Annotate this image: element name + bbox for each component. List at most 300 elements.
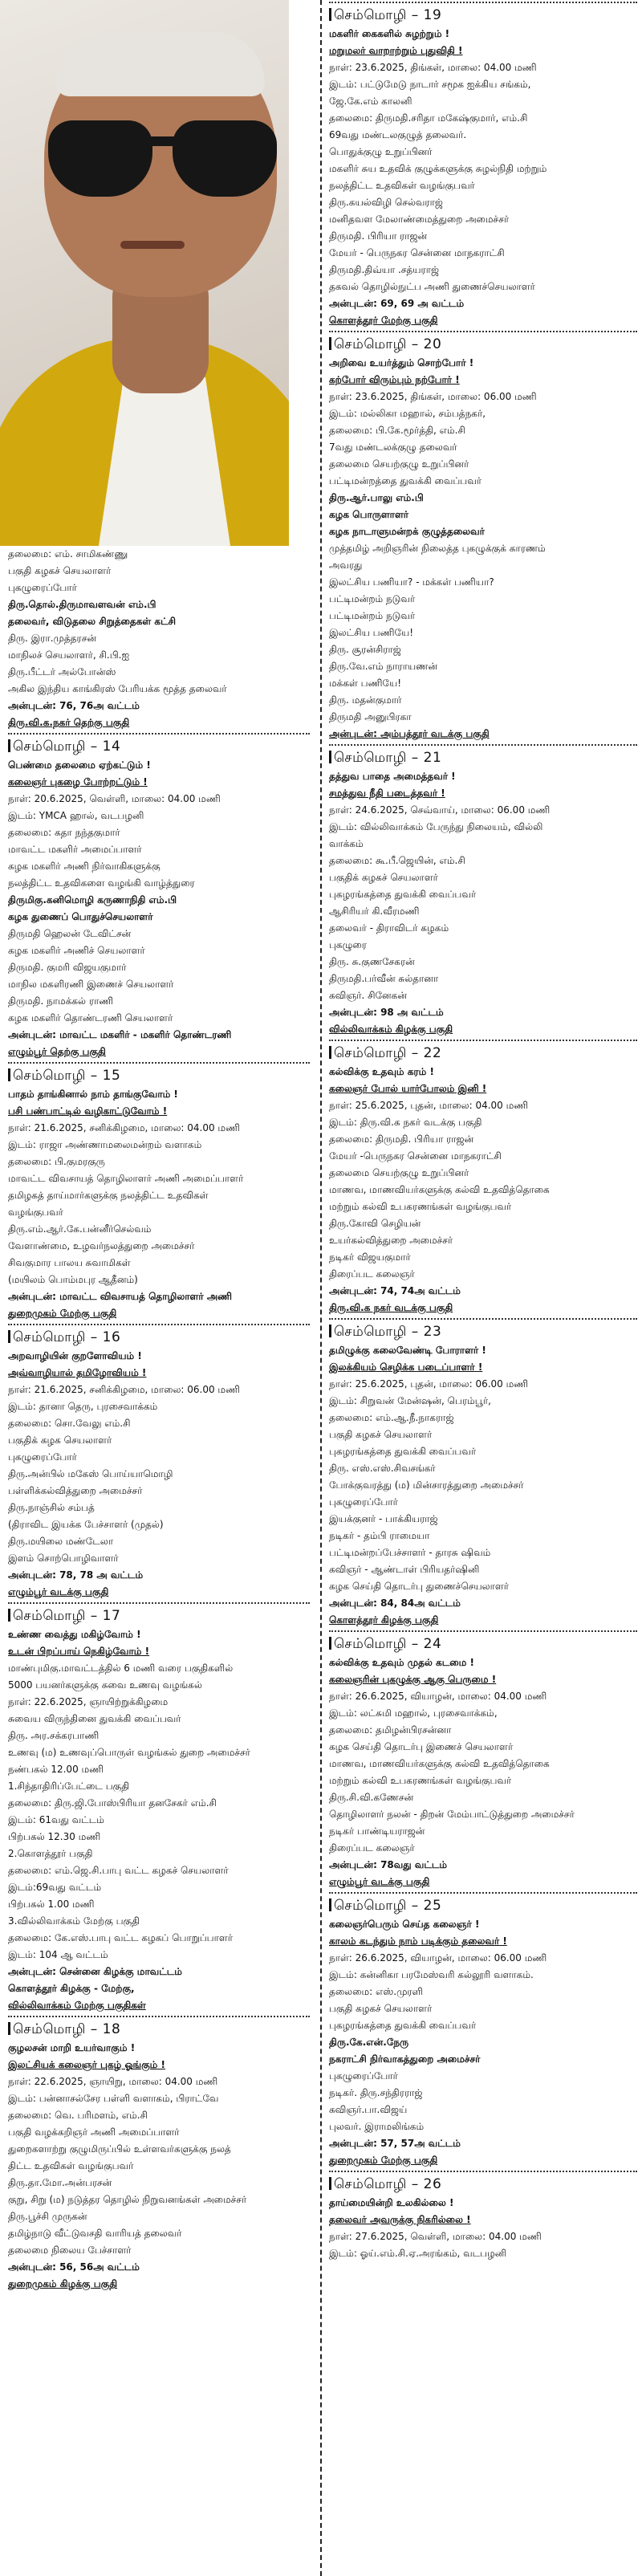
event-highlight: அன்புடன்: 69, 69 அ வட்டம் bbox=[329, 298, 465, 309]
event-detail: இடம்: YMCA ஹால், வடபழனி bbox=[8, 810, 144, 821]
event-detail: ஜே.கே.எம் காலனி bbox=[329, 96, 412, 107]
heading-bar-icon bbox=[8, 1609, 10, 1622]
event-detail: தலைமை: தமிழன்பிரசன்னா bbox=[329, 1724, 452, 1736]
event-section bbox=[329, 2171, 637, 2262]
section-number: 21 bbox=[423, 750, 442, 766]
section-prefix: செம்மொழி bbox=[334, 1324, 407, 1340]
section-number: 17 bbox=[102, 1608, 121, 1624]
event-highlight: எழும்பூர் தெற்கு பகுதி bbox=[8, 1046, 106, 1057]
section-number: 25 bbox=[423, 1898, 442, 1914]
event-highlight: கல்விக்கு உதவும் கரம் ! bbox=[329, 1066, 434, 1077]
event-detail: நாள்: 27.6.2025, வெள்ளி, மாலை: 04.00 மணி bbox=[329, 2231, 542, 2242]
event-detail: இடம்: லட்சுமி மஹால், புரசைவாக்கம், bbox=[329, 1707, 498, 1719]
event-detail: இளம் சொற்பொழிவாளர் bbox=[8, 1553, 119, 1564]
section-separator bbox=[8, 1324, 310, 1325]
event-highlight: கற்போர் விரும்பும் நற்போர் ! bbox=[329, 374, 460, 385]
section-prefix: செம்மொழி bbox=[334, 1636, 407, 1652]
event-detail: கழக மகளிர் அணிச் செயலாளர் bbox=[8, 945, 145, 956]
event-detail: இயக்குனர் - பாக்கியராஜ் bbox=[329, 1513, 438, 1524]
event-highlight: குழலசன் மாறி உயர்வாகும் ! bbox=[8, 2042, 136, 2053]
event-detail: இடம்: ஓய்.எம்.சி.ஏ.அரங்கம், வடபழனி bbox=[329, 2248, 507, 2259]
event-highlight: கலைஞர் போல் யார்போலம் இனி ! bbox=[329, 1083, 487, 1094]
event-detail: வேளாண்மை, உழவர்நலத்துறை அமைச்சர் bbox=[8, 1240, 195, 1251]
leader-portrait bbox=[0, 0, 289, 546]
heading-bar-icon bbox=[329, 337, 331, 350]
event-highlight: அறவாழியின் குறளோவியம் ! bbox=[8, 1350, 142, 1361]
event-detail: தலைமை: எம்.ஆ.நீ.நாகராஜ் bbox=[329, 1412, 454, 1423]
event-detail: புகழரங்கத்தை துவக்கி வைப்பவர் bbox=[329, 889, 477, 900]
event-detail: மாநில மகளிரணி இணைச் செயலாளர் bbox=[8, 979, 174, 990]
event-detail: புகழரங்கத்தை துவக்கி வைப்பவர் bbox=[329, 2020, 477, 2031]
section-prefix: செம்மொழி bbox=[334, 2176, 407, 2192]
event-highlight: கழக பொருளாளர் bbox=[329, 509, 409, 520]
event-detail: திரு.சி.வி.கணேசன் bbox=[329, 1792, 414, 1803]
event-detail: கவிஞர். சினேகன் bbox=[329, 990, 407, 1001]
event-detail: ஆசிரியர் கி.வீரமணி bbox=[329, 905, 420, 917]
event-detail: தொழிலாளர் நலன் - திறன் மேம்பாட்டுத்துறை அமைச்சர் bbox=[329, 1809, 575, 1820]
section-prefix: செம்மொழி bbox=[13, 1068, 86, 1084]
section-prefix: செம்மொழி bbox=[334, 336, 407, 352]
event-detail: நாள்: 21.6.2025, சனிக்கிழமை, மாலை: 04.00 மணி bbox=[8, 1122, 240, 1133]
event-detail: மாநிலச் செயலாளர், சி.பி.ஐ bbox=[8, 649, 130, 661]
event-detail: திரு.நாஞ்சில் சம்பத் bbox=[8, 1502, 95, 1513]
event-detail: இடம்: பன்னாசல்சேர பள்ளி வளாகம், பிராட்வே bbox=[8, 2093, 219, 2104]
event-detail: மக்கள் பணியே! bbox=[329, 678, 402, 689]
event-detail: இடம்: மல்லிகா மஹால், சம்பத்நகர், bbox=[329, 408, 486, 419]
event-section bbox=[8, 2016, 310, 2293]
event-highlight: வில்லிவாக்கம் மேற்கு பகுதிகள் bbox=[8, 2000, 146, 2011]
section-separator bbox=[8, 1062, 310, 1064]
heading-bar-icon bbox=[329, 1898, 331, 1911]
section-heading: செம்மொழி – 22 bbox=[329, 1043, 637, 1064]
heading-bar-icon bbox=[329, 751, 331, 763]
right-events bbox=[329, 2, 637, 2262]
section-prefix: செம்மொழி bbox=[13, 2021, 86, 2037]
section-separator bbox=[329, 2171, 637, 2172]
event-detail: மாணவ, மாணவியர்களுக்கு கல்வி உதவித்தொகை bbox=[329, 1758, 550, 1769]
event-detail: மனிதவள மேலாண்மைத்துறை அமைச்சர் bbox=[329, 214, 510, 225]
event-detail: இடம்: தானா தெரு, புரசைவாக்கம் bbox=[8, 1401, 158, 1412]
event-detail: மாணவ, மாணவியர்களுக்கு கல்வி உதவித்தொகை bbox=[329, 1184, 550, 1195]
section-prefix: செம்மொழி bbox=[13, 1329, 86, 1345]
event-detail: பகுதிக் கழக செயலாளர் bbox=[8, 1435, 112, 1446]
event-detail: புகழுரை bbox=[329, 939, 367, 950]
section-heading: செம்மொழி – 24 bbox=[329, 1634, 637, 1654]
section-separator bbox=[329, 744, 637, 746]
section-heading: செம்மொழி – 23 bbox=[329, 1321, 637, 1342]
heading-bar-icon bbox=[329, 1637, 331, 1650]
event-detail: மாவட்ட விவசாயத் தொழிலாளர் அணி அமைப்பாளர் bbox=[8, 1173, 244, 1184]
event-detail: இடம்: 61வது வட்டம் bbox=[8, 1814, 104, 1825]
event-detail: நாள்: 23.6.2025, திங்கள், மாலை: 06.00 மணி bbox=[329, 391, 537, 402]
event-detail: திருமதி அனுபிரகா bbox=[329, 711, 412, 722]
event-highlight: அன்புடன்: 98 அ வட்டம் bbox=[329, 1007, 444, 1018]
section-separator bbox=[8, 733, 310, 735]
left-column bbox=[0, 0, 316, 2576]
event-detail: நலத்திட்ட உதவிகளை வழங்கி வாழ்த்துரை bbox=[8, 877, 195, 889]
event-detail: துறைகளாற்று குழுமிருப்பில் உள்ளவர்களுக்கு நலத் bbox=[8, 2143, 231, 2155]
event-detail: திரு.மயிலை மண்டேலா bbox=[8, 1536, 114, 1547]
event-detail: பட்டிமன்றப்பேச்சாளர் - தாரசு ஷிவம் bbox=[329, 1547, 491, 1558]
event-highlight: எழும்பூர் வடக்கு பகுதி bbox=[329, 1876, 430, 1887]
event-section bbox=[8, 1324, 310, 1601]
event-detail: திரு.கோவி செழியன் bbox=[329, 1218, 421, 1229]
event-detail: இலட்சிய பணியே! bbox=[329, 627, 414, 638]
heading-bar-icon bbox=[329, 1325, 331, 1337]
event-detail: தலைமை செயற்குழு உறுப்பினர் bbox=[329, 1167, 469, 1178]
event-highlight: துறைமுகம் கிழக்கு பகுதி bbox=[8, 2278, 118, 2289]
event-detail: தலைமை: சொ.வேலு எம்.சி bbox=[8, 1418, 131, 1429]
section-heading: செம்மொழி – 14 bbox=[8, 736, 310, 757]
event-highlight: எழும்பூர் வடக்கு பகுதி bbox=[8, 1586, 109, 1597]
event-detail: இடம்: திரு.வி.க நகர் வடக்கு பகுதி bbox=[329, 1117, 482, 1128]
event-detail: கவிஞர் - ஆண்டாள் பிரியதர்ஷினி bbox=[329, 1564, 480, 1575]
event-highlight: பசி பண்பாட்டில் வழிகாட்டுவோம் ! bbox=[8, 1105, 168, 1117]
event-detail: மற்றும் கல்வி உபகரணங்கள் வழங்குபவர் bbox=[329, 1775, 512, 1786]
event-detail: மாண்புமிகு.மாவட்டத்தில் 6 மணி வரை பகுதிகளில் bbox=[8, 1662, 234, 1674]
section-number: 18 bbox=[102, 2021, 121, 2037]
event-detail: தலைமை: எம்.ஜெ.சி.பாபு வட்ட கழகச் செயலாளர் bbox=[8, 1865, 229, 1876]
event-highlight: கொளத்தூர் கிழக்கு - மேற்கு, bbox=[8, 1983, 135, 1994]
section-separator bbox=[329, 2, 637, 3]
event-highlight: கழக துணைப் பொதுச்செயலாளர் bbox=[8, 911, 153, 922]
event-section bbox=[329, 1318, 637, 1629]
event-detail: தலைமை: கதா நந்தகுமார் bbox=[8, 827, 120, 838]
section-heading: செம்மொழி – 18 bbox=[8, 2019, 310, 2040]
event-detail: திருமதி.பர்வீன் சுல்தானா bbox=[329, 973, 439, 984]
event-detail: பகுதிக் கழகச் செயலாளர் bbox=[329, 872, 438, 883]
event-detail: இடம்: வில்லிவாக்கம் பேருந்து நிலையம், வில்லி bbox=[329, 821, 543, 832]
event-detail: திரு.பீட்டர் அல்போன்ஸ் bbox=[8, 666, 116, 678]
event-highlight: உடன் பிறப்பாய் நெகிழ்வோம் ! bbox=[8, 1646, 150, 1657]
event-detail: பட்டிமன்றம் நடுவர் bbox=[329, 593, 416, 604]
event-highlight: துறைமுகம் மேற்கு பகுதி bbox=[329, 2155, 438, 2166]
event-highlight: தலைவர் அவருக்கு நிகரில்லை ! bbox=[329, 2214, 471, 2225]
event-detail: புகழரங்கத்தை துவக்கி வைப்பவர் bbox=[329, 1446, 477, 1457]
section-separator bbox=[329, 1892, 637, 1894]
event-detail: புகழுரைப்போர் bbox=[8, 1451, 77, 1463]
event-highlight: தத்துவ பாதை அமைத்தவர் ! bbox=[329, 771, 456, 782]
event-detail: திரைப்பட கலைஞர் bbox=[329, 1842, 415, 1854]
event-detail: மேயர் - பெருநகர சென்னை மாநகராட்சி bbox=[329, 247, 505, 258]
event-detail: தமிழகத் தாய்மார்களுக்கு நலத்திட்ட உதவிகள் bbox=[8, 1190, 209, 1201]
event-highlight: அன்புடன்: 76, 76அ வட்டம் bbox=[8, 700, 140, 711]
event-highlight: திரு.தொல்.திருமாவளவன் எம்.பி bbox=[8, 599, 156, 610]
left-intro-block bbox=[8, 546, 310, 731]
event-section bbox=[8, 733, 310, 1060]
heading-bar-icon bbox=[8, 739, 10, 752]
event-detail: தலைமை: திரு.ஜி.போஸ்பிரியா தனசேகர் எம்.சி bbox=[8, 1797, 217, 1809]
event-detail: 7வது மண்டலக்குழு தலைவர் bbox=[329, 442, 457, 453]
event-section bbox=[329, 1892, 637, 2169]
event-highlight: உண்ண வைத்து மகிழ்வோம் ! bbox=[8, 1629, 141, 1640]
event-highlight: கலைஞரின் புகழுக்கு ஆகு பெருமை ! bbox=[329, 1674, 497, 1685]
section-number: 15 bbox=[102, 1068, 121, 1084]
event-section bbox=[329, 2, 637, 329]
event-detail: பட்டிமன்றம் நடுவர் bbox=[329, 610, 416, 621]
event-highlight: பெண்மை தலைமை ஏற்கட்டும் ! bbox=[8, 759, 151, 771]
section-prefix: செம்மொழி bbox=[334, 750, 407, 766]
section-heading: செம்மொழி – 21 bbox=[329, 747, 637, 768]
event-detail: (திராவிட இயக்க பேச்சாளர் (முதல்) bbox=[8, 1519, 164, 1530]
event-detail: திரைப்பட கலைஞர் bbox=[329, 1268, 415, 1280]
event-detail: போக்குவரத்து (ம) மின்சாரத்துறை அமைச்சர் bbox=[329, 1479, 524, 1491]
event-detail: திரு. சூரன்சிராஜ் bbox=[329, 644, 401, 655]
event-detail: உயர்கல்வித்துறை அமைச்சர் bbox=[329, 1235, 453, 1246]
event-detail: தலைமை: பி.கே.மூர்த்தி, எம்.சி bbox=[329, 425, 465, 436]
event-detail: திரு. அர.சக்கரபாணி bbox=[8, 1730, 100, 1741]
event-detail: உணவு (ம) உணவுப்பொருள் வழங்கல் துறை அமைச்சர் bbox=[8, 1747, 250, 1758]
section-prefix: செம்மொழி bbox=[334, 7, 407, 23]
event-highlight: துறைமுகம் மேற்கு பகுதி bbox=[8, 1308, 117, 1319]
heading-bar-icon bbox=[329, 2177, 331, 2190]
event-detail: இடம்: ராஜா அண்ணாமலைமன்றம் வளாகம் bbox=[8, 1139, 202, 1150]
section-number: 23 bbox=[423, 1324, 442, 1340]
event-detail: புலவர். இராமலிங்கம் bbox=[329, 2121, 425, 2132]
event-detail: தலைமை நிலைய பேச்சாளர் bbox=[8, 2244, 132, 2256]
event-detail: திருமதி. குமரி விஜயகுமார் bbox=[8, 962, 127, 973]
event-detail: தலைமை: பி.குமரகுரு bbox=[8, 1156, 105, 1167]
event-detail: பகுதி கழகச் செயலாளர் bbox=[329, 1429, 433, 1440]
event-detail: நண்பகல் 12.00 மணி bbox=[8, 1764, 104, 1775]
event-detail: இடம்: 104 ஆ வட்டம் bbox=[8, 1949, 108, 1960]
event-detail: நலத்திட்ட உதவிகள் வழங்குபவர் bbox=[329, 180, 475, 191]
section-number: 24 bbox=[423, 1636, 442, 1652]
event-section bbox=[329, 1040, 637, 1316]
event-highlight: அன்புடன்: சென்னை கிழக்கு மாவட்டம் bbox=[8, 1966, 182, 1977]
section-prefix: செம்மொழி bbox=[334, 1898, 407, 1914]
event-section bbox=[329, 744, 637, 1038]
event-highlight: இலக்கியம் செழிக்க படைப்பாளர் ! bbox=[329, 1361, 483, 1373]
section-separator bbox=[8, 2016, 310, 2017]
event-detail: நாள்: 25.6.2025, புதன், மாலை: 04.00 மணி bbox=[329, 1100, 529, 1111]
event-detail: நாள்: 23.6.2025, திங்கள், மாலை: 04.00 மணி bbox=[329, 62, 537, 73]
heading-bar-icon bbox=[8, 2022, 10, 2035]
event-highlight: கலைஞர்பெரும் செய்த கலைஞர் ! bbox=[329, 1919, 480, 1930]
event-detail: மாவட்ட மகளிர் அமைப்பாளர் bbox=[8, 844, 142, 855]
column-divider bbox=[320, 0, 322, 2576]
section-separator bbox=[8, 1602, 310, 1604]
event-detail: பட்டிமன்றத்தை துவக்கி வைப்பவர் bbox=[329, 475, 482, 486]
event-highlight: அன்புடன்: 74, 74அ வட்டம் bbox=[329, 1285, 461, 1296]
event-detail: தலைமை: கூ.பீ.ஜெயின், எம்.சி bbox=[329, 855, 465, 866]
event-detail: நாள்: 20.6.2025, வெள்ளி, மாலை: 04.00 மணி bbox=[8, 793, 221, 804]
event-detail: திரு.பூச்சி முருகன் bbox=[8, 2211, 87, 2222]
event-section bbox=[8, 1062, 310, 1322]
event-highlight: தாய்மையின்றி உலகில்லை ! bbox=[329, 2197, 454, 2208]
event-detail: நடிகர். திரு.சந்திரராஜ் bbox=[329, 2087, 423, 2098]
event-detail: புகழுரைப்போர் bbox=[329, 1496, 398, 1508]
event-detail: திரு.வே.எம் நாராயணன் bbox=[329, 661, 438, 672]
event-detail: சிவகுமார பாலய சுவாமிகள் bbox=[8, 1257, 131, 1268]
event-detail: 3.வில்லிவாக்கம் மேற்கு பகுதி bbox=[8, 1915, 140, 1927]
heading-bar-icon bbox=[329, 8, 331, 21]
event-detail: பொதுக்குழு உறுப்பினர் bbox=[329, 146, 433, 157]
event-highlight: கொளத்தூர் கிழக்கு பகுதி bbox=[329, 1614, 439, 1626]
section-prefix: செம்மொழி bbox=[334, 1045, 407, 1061]
event-highlight: அன்புடன்: 84, 84அ வட்டம் bbox=[329, 1597, 461, 1609]
event-detail: நாள்: 21.6.2025, சனிக்கிழமை, மாலை: 06.00 மணி bbox=[8, 1384, 240, 1395]
section-prefix: செம்மொழி bbox=[13, 739, 86, 755]
section-separator bbox=[329, 1040, 637, 1041]
section-number: 22 bbox=[423, 1045, 442, 1061]
section-heading: செம்மொழி – 15 bbox=[8, 1065, 310, 1086]
event-highlight: அன்புடன்: 78, 78 அ வட்டம் bbox=[8, 1569, 144, 1581]
right-column bbox=[324, 0, 642, 2576]
event-detail: திரு.எம்.ஆர்.கே.பன்னீர்செல்வம் bbox=[8, 1223, 152, 1235]
event-detail: தலைமை: எம். சாமிகண்ணு bbox=[8, 548, 128, 560]
event-detail: இடம்: பட்டுமேடு நாடார் சமூக ஐக்கிய சங்கம், bbox=[329, 79, 531, 90]
event-highlight: மறுமலர் வாறாற்றும் புதுவிதி ! bbox=[329, 45, 463, 56]
section-heading: செம்மொழி – 17 bbox=[8, 1605, 310, 1626]
event-highlight: பாதம் தாங்கினால் நாம் தாங்குவோம் ! bbox=[8, 1089, 178, 1100]
event-detail: திருமதி. நாமக்கல் ராணி bbox=[8, 995, 114, 1007]
event-detail: நடிகர் - தம்பி ராமையா bbox=[329, 1530, 430, 1541]
event-highlight: அன்புடன்: மாவட்ட விவசாயத் தொழிலாளர் அணி bbox=[8, 1291, 233, 1302]
event-highlight: திரு.வி.க.நகர் தெற்கு பகுதி bbox=[8, 717, 130, 728]
event-highlight: அன்புடன்: 57, 57அ வட்டம் bbox=[329, 2138, 461, 2149]
event-detail: திரு. எஸ்.எஸ்.சிவசங்கர் bbox=[329, 1463, 436, 1474]
heading-bar-icon bbox=[8, 1068, 10, 1081]
event-highlight: மகளிர் கைகளில் சுழற்றும் ! bbox=[329, 28, 450, 39]
event-detail: திரு.கயல்விழி செல்வராஜ் bbox=[329, 197, 443, 208]
heading-bar-icon bbox=[329, 1046, 331, 1059]
section-prefix: செம்மொழி bbox=[13, 1608, 86, 1624]
event-detail: இடம்: சிறுவன் மேன்ஷன், பெரம்பூர், bbox=[329, 1395, 491, 1406]
event-detail: தகவல் தொழில்நுட்ப அணி துணைச்செயலாளர் bbox=[329, 281, 535, 292]
section-number: 20 bbox=[423, 336, 442, 352]
event-detail: முத்தமிழ் அறிஞரின் நிலைத்த புகழுக்குக் காரணம் bbox=[329, 543, 546, 554]
event-detail: தலைமை: திருமதி.சரிதா மகேஷ்குமார், எம்.சி bbox=[329, 112, 528, 124]
event-detail: பகுதி கழகச் செயலாளர் bbox=[329, 2003, 433, 2014]
event-detail: திரு.அன்பில் மகேஸ் பொய்யாமொழி bbox=[8, 1468, 173, 1479]
event-detail: கழக மகளிர் தொண்டரணி செயலாளர் bbox=[8, 1012, 173, 1023]
event-detail: புகழுரைப்போர் bbox=[8, 582, 77, 593]
section-separator bbox=[329, 331, 637, 332]
event-detail: இடம்: கன்னிகா பரமேஸ்வரி கல்லூரி வளாகம். bbox=[329, 1969, 534, 1980]
event-detail: மகளிர் சுய உதவிக் குழுக்களுக்கு சுழல்நிதி மற்றும் bbox=[329, 163, 547, 174]
event-detail: நாள்: 22.6.2025, ஞாயிறு, மாலை: 04.00 மணி bbox=[8, 2076, 218, 2087]
event-detail: கழக மகளிர் அணி நிர்வாகிகளுக்கு bbox=[8, 861, 160, 872]
event-highlight: கழக நாடாளுமன்றக் குழுத்தலைவர் bbox=[329, 526, 485, 537]
event-detail: பகுதி வழக்கறிஞர் அணி அமைப்பாளர் bbox=[8, 2126, 180, 2138]
event-detail: நாள்: 25.6.2025, புதன், மாலை: 06.00 மணி bbox=[329, 1378, 529, 1390]
event-highlight: திரு.கே.என்.நேரு bbox=[329, 2037, 409, 2048]
event-detail: வாக்கம் bbox=[329, 838, 364, 849]
event-section bbox=[329, 1630, 637, 1890]
event-highlight: தலைவர், விடுதலை சிறுத்தைகள் கட்சி bbox=[8, 616, 177, 627]
event-detail: நாள்: 26.6.2025, வியாழன், மாலை: 06.00 மணி bbox=[329, 1952, 547, 1964]
event-highlight: வில்லிவாக்கம் கிழக்கு பகுதி bbox=[329, 1023, 453, 1035]
event-highlight: அன்புடன்: அம்பத்தூர் வடக்கு பகுதி bbox=[329, 728, 490, 739]
event-detail: மற்றும் கல்வி உபகரணங்கள் வழங்குபவர் bbox=[329, 1201, 512, 1212]
dark-glasses-icon bbox=[48, 120, 281, 201]
event-highlight: அன்புடன்: மாவட்ட மகளிர் - மகளிர் தொண்டரணி bbox=[8, 1029, 232, 1040]
event-detail: திரு.தா.மோ.அன்பரசன் bbox=[8, 2177, 112, 2188]
event-highlight: திரு.ஆர்.பாலு எம்.பி bbox=[329, 492, 424, 503]
event-detail: மேயர் -பெருநகர சென்னை மாநகராட்சி bbox=[329, 1150, 502, 1162]
event-detail: தலைமை: வெ. பரிமளம், எம்.சி bbox=[8, 2110, 148, 2121]
event-detail: கவிஞர்.பா.விஜய் bbox=[329, 2104, 408, 2115]
event-highlight: காலம் கடந்தும் நாம் படிக்கும் தலைவர் ! bbox=[329, 1935, 507, 1947]
section-number: 16 bbox=[102, 1329, 121, 1345]
event-detail: வழங்குபவர் bbox=[8, 1207, 63, 1218]
left-events bbox=[8, 733, 310, 2293]
event-detail: தலைமை செயற்குழு உறுப்பினர் bbox=[329, 458, 469, 470]
event-highlight: திரு.வி.க நகர் வடக்கு பகுதி bbox=[329, 1302, 453, 1313]
event-detail: தலைமை: திருமதி. பிரியா ராஜன் bbox=[329, 1133, 474, 1145]
section-heading: செம்மொழி – 25 bbox=[329, 1895, 637, 1916]
section-number: 19 bbox=[423, 7, 442, 23]
event-detail: திருமதி.திவ்யா .சத்யராஜ் bbox=[329, 264, 439, 275]
section-separator bbox=[329, 1318, 637, 1320]
event-detail: பிற்பகல் 1.00 மணி bbox=[8, 1898, 95, 1910]
section-number: 14 bbox=[102, 739, 121, 755]
event-detail: கழக செய்தி தொடர்பு துணைச்செயலாளர் bbox=[329, 1581, 510, 1592]
event-detail: தலைமை: கே.எஸ்.பாபு வட்ட கழகப் பொறுப்பாளர் bbox=[8, 1932, 233, 1943]
event-detail: குறு, சிறு (ம) நடுத்தர தொழில் நிறுவனங்கள் அமைச்சர் bbox=[8, 2194, 247, 2205]
event-detail: புகழுரைப்போர் bbox=[329, 2070, 398, 2082]
event-detail: சுவைய விருந்தினை துவக்கி வைப்பவர் bbox=[8, 1713, 181, 1724]
event-detail: அகில இந்திய காங்கிரஸ் பேரியக்க மூத்த தலைவர் bbox=[8, 683, 227, 694]
event-section bbox=[329, 331, 637, 743]
event-section bbox=[8, 1602, 310, 2014]
event-highlight: கல்விக்கு உதவும் முதல் கடமை ! bbox=[329, 1657, 474, 1668]
event-detail: கழக செய்தி தொடர்பு இணைச் செயலாளர் bbox=[329, 1741, 514, 1752]
event-highlight: நகராட்சி நிர்வாகத்துறை அமைச்சர் bbox=[329, 2053, 481, 2065]
event-detail: 2.கொளத்தூர் பகுதி bbox=[8, 1848, 93, 1859]
event-detail: திருமதி ஹெலன் டேவிட்சன் bbox=[8, 928, 132, 939]
event-detail: இலட்சிய பணியா? - மக்கள் பணியா? bbox=[329, 576, 494, 588]
event-highlight: கலைஞர் புகழை போற்றட்டும் ! bbox=[8, 776, 148, 787]
event-detail: 5000 பயனர்களுக்கு சுவை உணவு வழங்கல் bbox=[8, 1679, 202, 1691]
event-highlight: திருமிகு.கனிமொழி கருணாநிதி எம்.பி bbox=[8, 894, 177, 905]
event-highlight: கொளத்தூர் மேற்கு பகுதி bbox=[329, 315, 438, 326]
event-highlight: அறிவை உயர்த்தும் சொற்போர் ! bbox=[329, 357, 474, 368]
event-detail: நடிகர் விஜயகுமார் bbox=[329, 1251, 411, 1263]
event-detail: தலைவர் - திராவிடர் கழகம் bbox=[329, 922, 449, 934]
event-highlight: அன்புடன்: 56, 56அ வட்டம் bbox=[8, 2261, 140, 2273]
event-detail: 1.சிந்தாதிரிப்பேட்டை பகுதி bbox=[8, 1780, 130, 1792]
event-detail: நாள்: 22.6.2025, ஞாயிற்றுக்கிழமை bbox=[8, 1696, 169, 1707]
event-detail: நடிகர் பாண்டியராஜன் bbox=[329, 1825, 425, 1837]
event-highlight: அன்புடன்: 78வது வட்டம் bbox=[329, 1859, 448, 1870]
event-detail: பள்ளிக்கல்வித்துறை அமைச்சர் bbox=[8, 1485, 143, 1496]
section-heading: செம்மொழி – 16 bbox=[8, 1327, 310, 1348]
section-number: 26 bbox=[423, 2176, 442, 2192]
event-detail: நாள்: 26.6.2025, வியாழன், மாலை: 04.00 மணி bbox=[329, 1691, 547, 1702]
event-highlight: இலட்சியக் கலைஞர் புகழ் ஓங்கும் ! bbox=[8, 2059, 165, 2070]
event-detail: திருமதி. பிரியா ராஜன் bbox=[329, 230, 428, 242]
event-detail: தலைமை: எஸ்.முரளி bbox=[329, 1986, 423, 1997]
event-detail: திரு. மதன்குமார் bbox=[329, 694, 402, 706]
section-heading: செம்மொழி – 20 bbox=[329, 334, 637, 355]
event-detail: 69வது மண்டலகுழுத் தலைவர். bbox=[329, 129, 467, 140]
event-detail: பகுதி கழகச் செயலாளர் bbox=[8, 565, 112, 576]
event-detail: நாள்: 24.6.2025, செவ்வாய், மாலை: 06.00 மணி bbox=[329, 804, 551, 816]
event-highlight: அவ்வாழியால் தமிழோவியம் ! bbox=[8, 1367, 147, 1378]
event-highlight: சமத்துவ நீதி படைத்தவர் ! bbox=[329, 787, 445, 799]
section-separator bbox=[329, 1630, 637, 1632]
event-detail: பிற்பகல் 12.30 மணி bbox=[8, 1831, 101, 1842]
event-detail: (மயிலம் பொம்மபுர ஆதீனம்) bbox=[8, 1274, 138, 1285]
event-detail: திரு. சு.குணசேகரன் bbox=[329, 956, 415, 967]
heading-bar-icon bbox=[8, 1330, 10, 1343]
event-detail: இடம்:69வது வட்டம் bbox=[8, 1882, 102, 1893]
section-heading: செம்மொழி – 19 bbox=[329, 5, 637, 26]
section-heading: செம்மொழி – 26 bbox=[329, 2174, 637, 2195]
event-detail: அவரது bbox=[329, 560, 363, 571]
